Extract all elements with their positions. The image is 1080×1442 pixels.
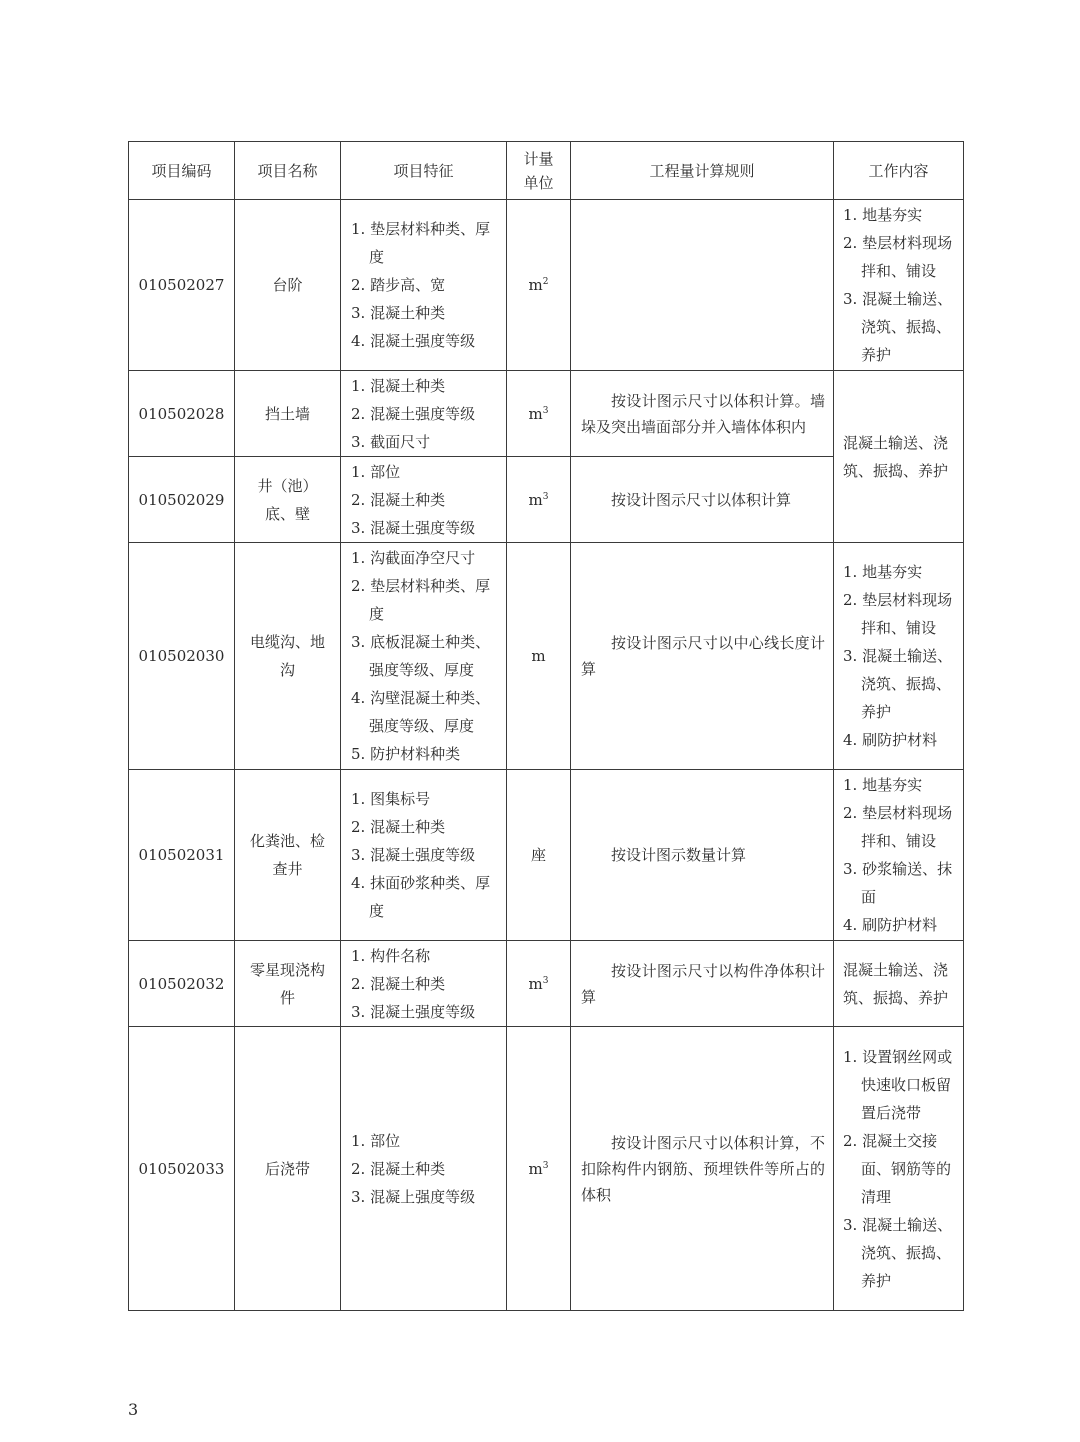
unit-base: 座 (530, 846, 546, 864)
row-name-text: 井（池）底、壁 (257, 476, 318, 523)
feature-item: 1. 图集标号 (351, 790, 431, 808)
feature-item: 1. 垫层材料种类、厚度 (351, 220, 491, 266)
header-rule: 工程量计算规则 (571, 142, 834, 200)
work-item: 1. 设置钢丝网或快速收口板留置后浇带 (843, 1047, 953, 1122)
unit-base: m (531, 647, 546, 665)
feature-item: 2. 混凝土种类 (351, 818, 446, 836)
row-rule: 按设计图示尺寸以中心线长度计算 (571, 543, 834, 770)
feature-item: 2. 垫层材料种类、厚度 (351, 577, 491, 623)
feature-item: 3. 混凝土强度等级 (351, 1002, 476, 1021)
work-item: 混凝土输送、浇筑、振捣、养护 (843, 433, 949, 480)
row-name (235, 543, 341, 770)
work-item: 2. 垫层材料现场拌和、铺设 (843, 804, 953, 850)
feature-item: 2. 混凝土种类 (351, 1159, 446, 1178)
feature-item: 3. 底板混凝土种类、强度等级、厚度 (351, 633, 491, 679)
row-unit (507, 543, 571, 770)
row-code: 010502033 (129, 1027, 235, 1311)
row-features (341, 200, 507, 371)
feature-item: 3. 混凝上强度等级 (351, 1187, 476, 1206)
work-item: 1. 地基夯实 (843, 206, 923, 224)
row-code: 010502029 (129, 457, 235, 543)
work-item: 2. 垫层材料现场拌和、铺设 (843, 591, 953, 637)
row-name: 台阶 (235, 200, 341, 371)
row-features (341, 371, 507, 457)
row-name-text: 零星现浇构件 (249, 960, 325, 1007)
unit-sup: 3 (542, 975, 549, 986)
header-unit (507, 142, 571, 200)
table-row (129, 1027, 964, 1311)
row-name-text: 化粪池、检查井 (249, 832, 325, 878)
work-item: 3. 砂浆输送、抹面 (843, 860, 953, 906)
row-code: 010502028 (129, 371, 235, 457)
header-row (129, 142, 964, 200)
header-unit-line1: 计量 (523, 149, 554, 168)
unit-sup: 2 (542, 277, 549, 287)
work-item: 3. 混凝土输送、浇筑、振捣、养护 (843, 290, 953, 364)
row-name (235, 770, 341, 941)
header-code: 项目编码 (129, 142, 235, 200)
row-code: 010502032 (129, 941, 235, 1027)
unit-sup: 3 (542, 1160, 549, 1171)
header-unit-line2: 单位 (523, 173, 554, 192)
unit-sup: 3 (542, 405, 549, 416)
row-name (235, 941, 341, 1027)
unit-sup: 3 (542, 491, 549, 502)
row-work-shared (834, 371, 964, 543)
row-work (834, 941, 964, 1027)
row-features (341, 457, 507, 543)
row-rule: 按设计图示尺寸以体积计算。墙垛及突出墙面部分并入墙体体积内 (571, 371, 834, 457)
row-rule: 按设计图示尺寸以构件净体积计算 (571, 941, 834, 1027)
work-item: 3. 混凝土输送、浇筑、振捣、养护 (843, 1215, 953, 1290)
work-item: 3. 混凝土输送、浇筑、振捣、养护 (843, 647, 953, 721)
header-work: 工作内容 (834, 142, 964, 200)
row-unit (507, 457, 571, 543)
feature-item: 2. 混凝土种类 (351, 974, 446, 993)
row-features (341, 1027, 507, 1311)
row-unit (507, 1027, 571, 1311)
table-row (129, 941, 964, 1027)
row-rule: 按设计图示尺寸以体积计算 (571, 457, 834, 543)
row-work (834, 770, 964, 941)
feature-item: 4. 混凝土强度等级 (351, 332, 476, 350)
table-row (129, 770, 964, 941)
feature-item: 3. 混凝土种类 (351, 304, 446, 322)
row-code: 010502031 (129, 770, 235, 941)
work-item: 1. 地基夯实 (843, 563, 923, 581)
row-work (834, 200, 964, 371)
row-rule: 按设计图示数量计算 (571, 770, 834, 941)
row-unit (507, 770, 571, 941)
unit-base: m (528, 490, 543, 509)
row-rule (571, 200, 834, 371)
row-code: 010502027 (129, 200, 235, 371)
unit-base: m (528, 1159, 543, 1178)
work-item: 4. 刷防护材料 (843, 731, 938, 749)
feature-item: 4. 沟壁混凝土种类、强度等级、厚度 (351, 689, 491, 735)
feature-item: 1. 混凝土种类 (351, 376, 446, 395)
row-unit (507, 941, 571, 1027)
row-unit (507, 200, 571, 371)
row-work (834, 543, 964, 770)
feature-item: 5. 防护材料种类 (351, 745, 461, 763)
row-name-text: 电缆沟、地沟 (249, 633, 325, 679)
table-row (129, 200, 964, 371)
spec-table (128, 141, 964, 1311)
feature-item: 3. 混凝土强度等级 (351, 846, 476, 864)
feature-item: 1. 部位 (351, 1131, 401, 1150)
row-name: 后浇带 (235, 1027, 341, 1311)
work-item: 2. 混凝土交接面、钢筋等的清理 (843, 1131, 952, 1206)
work-item: 1. 地基夯实 (843, 776, 923, 794)
row-unit (507, 371, 571, 457)
work-item: 2. 垫层材料现场拌和、铺设 (843, 234, 953, 280)
unit-base: m (528, 974, 543, 993)
row-name: 挡土墙 (235, 371, 341, 457)
feature-item: 3. 混凝土强度等级 (351, 518, 476, 537)
row-rule: 按设计图示尺寸以体积计算，不扣除构件内钢筋、预埋铁件等所占的体积 (571, 1027, 834, 1311)
row-features (341, 941, 507, 1027)
unit-base: m (528, 276, 543, 294)
table-row (129, 543, 964, 770)
header-features: 项目特征 (341, 142, 507, 200)
work-item: 4. 刷防护材料 (843, 916, 938, 934)
feature-item: 4. 抹面砂浆种类、厚度 (351, 874, 491, 920)
work-item: 混凝土输送、浇筑、振捣、养护 (843, 960, 949, 1007)
row-features (341, 543, 507, 770)
feature-item: 2. 混凝土强度等级 (351, 404, 476, 423)
row-features (341, 770, 507, 941)
row-name (235, 457, 341, 543)
header-name: 项目名称 (235, 142, 341, 200)
feature-item: 3. 截面尺寸 (351, 432, 431, 451)
feature-item: 1. 沟截面净空尺寸 (351, 549, 476, 567)
feature-item: 1. 部位 (351, 462, 401, 481)
feature-item: 1. 构件名称 (351, 946, 431, 965)
table-row (129, 371, 964, 457)
row-work (834, 1027, 964, 1311)
feature-item: 2. 混凝土种类 (351, 490, 446, 509)
unit-base: m (528, 404, 543, 423)
feature-item: 2. 踏步高、宽 (351, 276, 446, 294)
row-code: 010502030 (129, 543, 235, 770)
page-number: 3 (128, 1400, 139, 1419)
